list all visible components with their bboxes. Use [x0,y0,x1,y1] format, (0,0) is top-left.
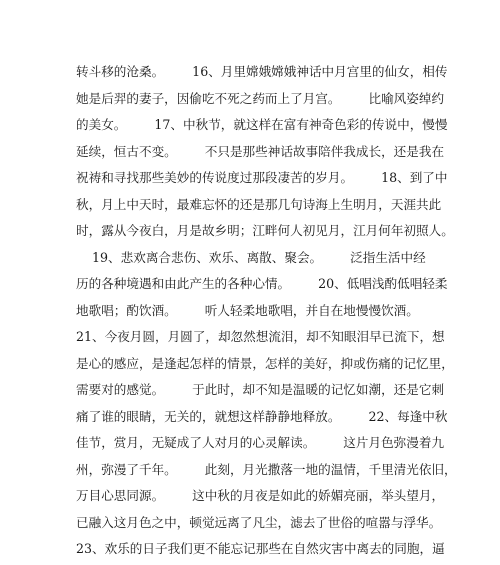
text-line: 秋，月上中天时，最难忘怀的还是那几句诗海上生明月，天涯共此 [76,196,442,212]
text-line: 万目心思同源。 这中秋的月夜是如此的娇媚亮丽，举头望月， [76,488,445,503]
text-line: 23、欢乐的日子我们更不能忘记那些在自然灾害中离去的同胞，逼 [76,541,445,556]
text-line: 的美女。 17、中秋节，就这样在富有神奇色彩的传说中，慢慢 [76,117,448,132]
text-line: 延续，恒古不变。 不只是那些神话故事陪伴我成长，还是我在 [76,143,445,159]
text-line: 历的各种境遇和由此产生的各种心情。 20、低唱浅酌低唱轻柔 [76,276,448,291]
text-line: 19、悲欢离合悲伤、欢乐、离散、聚会。 泛指生活中经 [76,249,426,265]
text-line: 21、今夜月圆，月圆了，却忽然想流泪，却不知眼泪早已流下，想 [76,329,445,344]
text-line: 是心的感应，是逢起怎样的情景，怎样的美好，抑或伤痛的记忆里， [76,355,454,371]
text-line: 痛了谁的眼睛，无关的，就想这样静静地释放。 22、每逢中秋 [76,408,448,424]
text-line: 需要对的感觉。 于此时，却不知是温暖的记忆如潮，还是它刺 [76,382,445,397]
text-line: 时，露从今夜白，月是故乡明；江畔何人初见月，江月何年初照人。 [76,223,454,238]
text-line: 祝祷和寻找那些美妙的传说度过那段凄苦的岁月。 18、到了中 [76,170,448,185]
text-line: 州，弥漫了千年。 此刻，月光撒落一地的温情，千里清光依旧， [76,461,457,477]
text-line: 她是后羿的妻子，因偷吃不死之药而上了月宫。 比喻风姿绰约 [76,90,445,106]
text-line: 地歌唱；酌饮酒。 听人轻柔地歌唱，并自在地慢慢饮酒。 [76,302,419,318]
text-line: 佳节，赏月，无疑成了人对月的心灵解读。 这片月色弥漫着九 [76,435,445,450]
text-line: 已融入这月色之中，顿觉远离了凡尘，滤去了世俗的喧嚣与浮华。 [76,514,442,530]
text-line: 转斗移的沧桑。 16、月里嫦娥嫦娥神话中月宫里的仙女，相传 [76,64,448,79]
